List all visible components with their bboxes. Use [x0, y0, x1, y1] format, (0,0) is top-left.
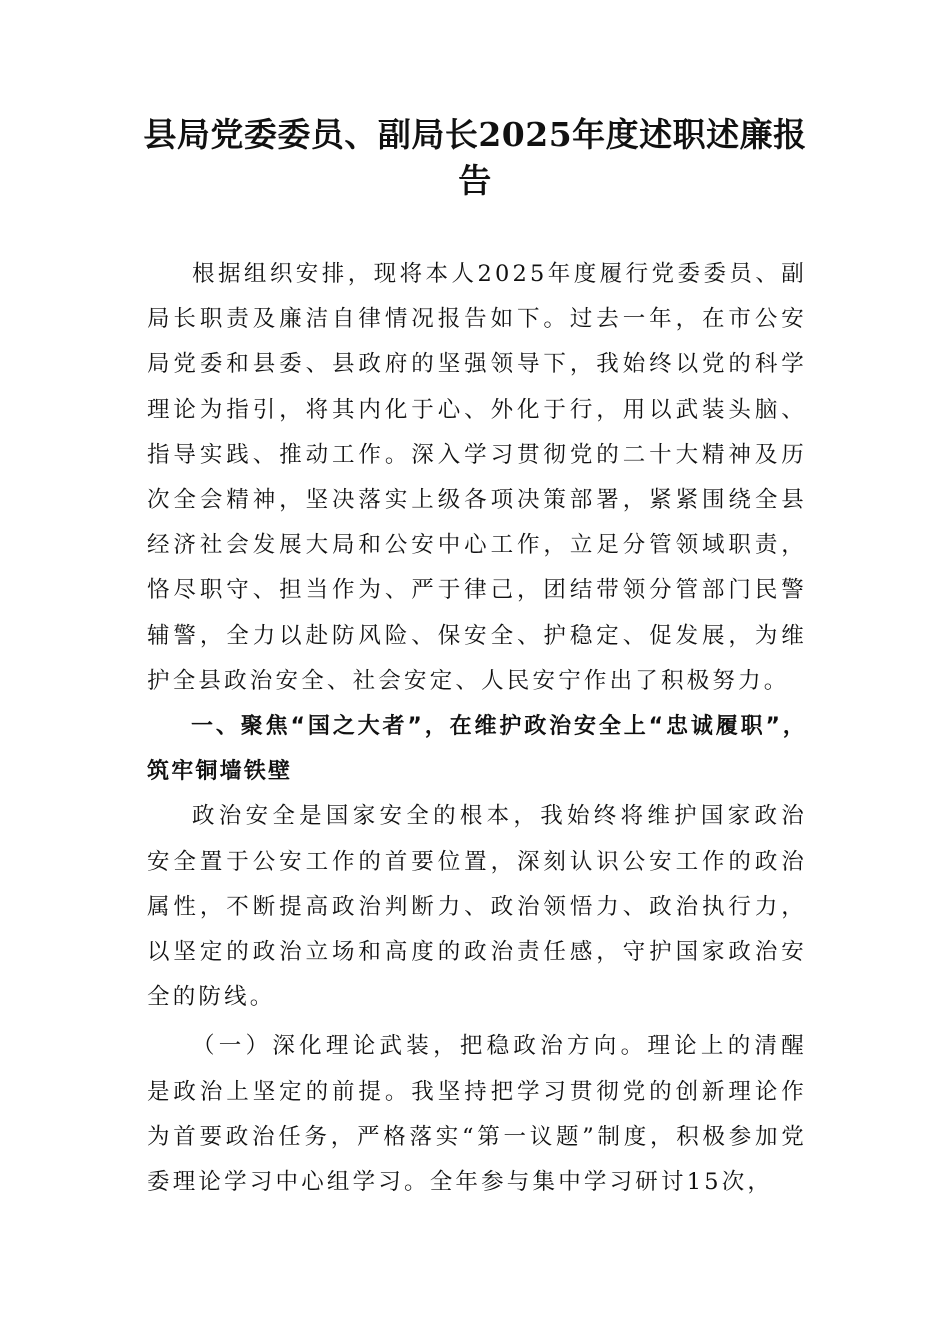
document-body: [147, 252, 807, 1205]
intro-paragraph: 根据组织安排，现将本人2025年度履行党委委员、副局长职责及廉洁自律情况报告如下。过去一年，在市公安局党委和县委、县政府的坚强领导下，我始终以党的科学理论为指引，将其内化于心、外化于行，用以武装头脑、指导实践、推动工作。深入学习贯彻党的二十大精神及历次全会精神，坚决落实上级各项决策部署，紧紧围绕全县经济社会发展大局和公安中心工作，立足分管领域职责，恪尽职守、担当作为、严于律己，团结带领分管部门民警辅警，全力以赴防风险、保安全、护稳定、促发展，为维护全县政治安全、社会安定、人民安宁作出了积极努力。: [147, 261, 807, 694]
section-heading: 一、聚焦“国之大者”，在维护政治安全上“忠诚履职”，筑牢铜墙铁壁: [147, 714, 807, 785]
document-title: 县局党委委员、副局长2025年度述职述廉报告: [143, 115, 807, 200]
subsection-paragraph: （一）深化理论武装，把稳政治方向。理论上的清醒是政治上坚定的前提。我坚持把学习贯彻党的创新理论作为首要政治任务，严格落实“第一议题”制度，积极参加党委理论学习中心组学习。全年参与集中学习研讨15次，: [147, 1033, 807, 1196]
section-paragraph: 政治安全是国家安全的根本，我始终将维护国家政治安全置于公安工作的首要位置，深刻认识公安工作的政治属性，不断提高政治判断力、政治领悟力、政治执行力，以坚定的政治立场和高度的政治责任感，守护国家政治安全的防线。: [147, 803, 807, 1011]
